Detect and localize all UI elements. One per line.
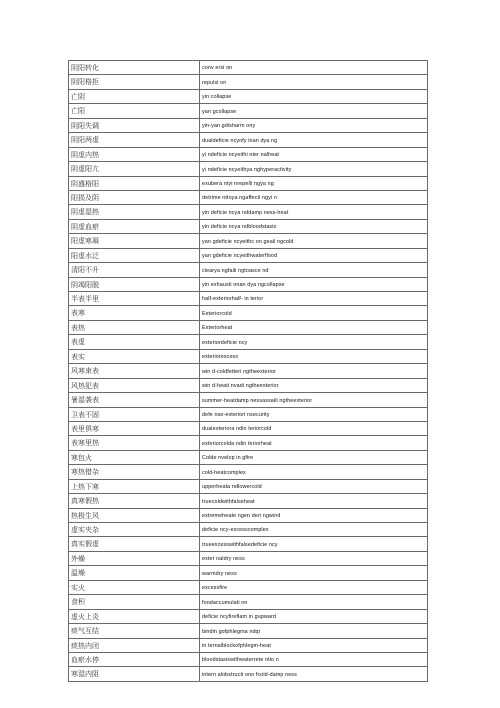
chinese-term-cell: 表热 <box>69 320 200 334</box>
table-row <box>69 349 428 363</box>
table-row <box>69 147 428 161</box>
english-term-cell: win d-heati nvadi ngtheexterior <box>200 378 428 392</box>
table-row <box>69 205 428 219</box>
chinese-term-cell: 阴阳转化 <box>69 61 200 75</box>
english-term-cell: deficie ncy-excesscomplex <box>200 523 428 537</box>
chinese-term-cell: 风热犯表 <box>69 378 200 392</box>
chinese-term-cell: 上热下寒 <box>69 479 200 493</box>
english-term-cell: deficie ncyfireflam in gupward <box>200 609 428 623</box>
english-term-cell: yan gdeficie ncyeithwaterflood <box>200 248 428 262</box>
table-row <box>69 234 428 248</box>
english-term-cell: conv ersi on <box>200 61 428 75</box>
english-term-cell: yin deficie ncya nddamp ness-heat <box>200 205 428 219</box>
chinese-term-cell: 外燥 <box>69 551 200 565</box>
chinese-term-cell: 实火 <box>69 580 200 594</box>
chinese-term-cell: 虚火上炎 <box>69 609 200 623</box>
table-row <box>69 450 428 464</box>
english-term-cell: foodaccumulati on <box>200 595 428 609</box>
table-row <box>69 652 428 666</box>
english-term-cell: in ternalblockofphlegm-heat <box>200 638 428 652</box>
english-term-cell: exter naldry ness <box>200 551 428 565</box>
english-term-cell: repulsi on <box>200 75 428 89</box>
english-term-cell: yan gdeficie ncyeithc on geali ngcold <box>200 234 428 248</box>
english-term-cell: exteriorexcess <box>200 349 428 363</box>
table-row <box>69 595 428 609</box>
chinese-term-cell: 风寒束表 <box>69 364 200 378</box>
chinese-term-cell: 痰热内闭 <box>69 638 200 652</box>
table-row <box>69 393 428 407</box>
table-row <box>69 277 428 291</box>
table-row <box>69 335 428 349</box>
chinese-term-cell: 真实假虚 <box>69 537 200 551</box>
chinese-term-cell: 表里俱寒 <box>69 421 200 435</box>
table-row <box>69 479 428 493</box>
chinese-term-cell: 阳虚水泛 <box>69 248 200 262</box>
chinese-term-cell: 亡阳 <box>69 104 200 118</box>
english-term-cell: bindin gofphlegma ndqi <box>200 624 428 638</box>
chinese-term-cell: 寒热错杂 <box>69 465 200 479</box>
chinese-term-cell: 亡阴 <box>69 89 200 103</box>
chinese-term-cell: 食积 <box>69 595 200 609</box>
english-term-cell: clearya ngfaili ngtoasce nd <box>200 263 428 277</box>
english-term-cell: Exteriorcold <box>200 306 428 320</box>
chinese-term-cell: 阴阳两虚 <box>69 133 200 147</box>
table-row <box>69 364 428 378</box>
table-row <box>69 61 428 75</box>
table-row <box>69 306 428 320</box>
chinese-term-cell: 半表半里 <box>69 292 200 306</box>
terminology-table-body <box>69 61 428 682</box>
chinese-term-cell: 寒包火 <box>69 450 200 464</box>
english-term-cell: yin exhausti onan dya ngcollapse <box>200 277 428 291</box>
english-term-cell: exubera ntyi nrepelli ngya ng <box>200 176 428 190</box>
chinese-term-cell: 阴虚内热 <box>69 147 200 161</box>
table-row <box>69 190 428 204</box>
chinese-term-cell: 痰气互结 <box>69 624 200 638</box>
english-term-cell: win d-coldfetteri ngtheexterior <box>200 364 428 378</box>
chinese-term-cell: 阳虚寒凝 <box>69 234 200 248</box>
english-term-cell: cold-heatcomplex <box>200 465 428 479</box>
english-term-cell: exteriorcolda ndin teriorheat <box>200 436 428 450</box>
english-term-cell: yan gcollapse <box>200 104 428 118</box>
table-row <box>69 75 428 89</box>
chinese-term-cell: 表寒里热 <box>69 436 200 450</box>
chinese-term-cell: 寒湿内阻 <box>69 667 200 681</box>
chinese-term-cell: 阴阳格拒 <box>69 75 200 89</box>
table-row <box>69 118 428 132</box>
english-term-cell: exteriordeficie ncy <box>200 335 428 349</box>
english-term-cell: yi ndeficie ncyeithi nter nalheat <box>200 147 428 161</box>
chinese-term-cell: 表实 <box>69 349 200 363</box>
chinese-term-cell: 表寒 <box>69 306 200 320</box>
english-term-cell: warmdry ness <box>200 566 428 580</box>
chinese-term-cell: 阴虚血瘀 <box>69 219 200 233</box>
english-term-cell: extremeheate ngen deri ngwind <box>200 508 428 522</box>
table-row <box>69 263 428 277</box>
chinese-term-cell: 暑湿袭表 <box>69 393 200 407</box>
table-row <box>69 292 428 306</box>
table-row <box>69 162 428 176</box>
chinese-term-cell: 虚实夹杂 <box>69 523 200 537</box>
table-row <box>69 494 428 508</box>
english-term-cell: bloodstasiswithwaterrete ntio n <box>200 652 428 666</box>
english-term-cell: Colde nvelop in gfire <box>200 450 428 464</box>
english-term-cell: upperheata ndlowercold <box>200 479 428 493</box>
table-row <box>69 609 428 623</box>
table-row <box>69 624 428 638</box>
chinese-term-cell: 阴虚湿热 <box>69 205 200 219</box>
english-term-cell: yin-yan gdisharm ony <box>200 118 428 132</box>
table-row <box>69 248 428 262</box>
chinese-term-cell: 阴竭阳脱 <box>69 277 200 291</box>
terminology-table <box>68 60 428 682</box>
english-term-cell: detrime nttoya ngaffecti ngyi n <box>200 190 428 204</box>
english-term-cell: yin deficie ncya ndbloodstasis <box>200 219 428 233</box>
table-row <box>69 378 428 392</box>
table-row <box>69 176 428 190</box>
english-term-cell: yin collapse <box>200 89 428 103</box>
english-term-cell: dualdeficie ncyofy inan dya ng <box>200 133 428 147</box>
english-term-cell: excessfire <box>200 580 428 594</box>
table-row <box>69 465 428 479</box>
table-row <box>69 89 428 103</box>
table-row <box>69 421 428 435</box>
table-row <box>69 133 428 147</box>
table-row <box>69 667 428 681</box>
english-term-cell: defe nse-exteriori nsecurity <box>200 407 428 421</box>
table-row <box>69 436 428 450</box>
table-row <box>69 638 428 652</box>
chinese-term-cell: 真寒假热 <box>69 494 200 508</box>
table-row <box>69 551 428 565</box>
table-row <box>69 508 428 522</box>
table-row <box>69 320 428 334</box>
english-term-cell: intern alobstructi ono fcold-damp ness <box>200 667 428 681</box>
chinese-term-cell: 清阳不升 <box>69 263 200 277</box>
table-row <box>69 219 428 233</box>
chinese-term-cell: 阴阳失调 <box>69 118 200 132</box>
english-term-cell: dualexteriora ndin teriorcold <box>200 421 428 435</box>
english-term-cell: summer-heatdamp nessassaili ngtheexterior <box>200 393 428 407</box>
chinese-term-cell: 血瘀水停 <box>69 652 200 666</box>
table-row <box>69 566 428 580</box>
english-term-cell: truecoldwithfalseheat <box>200 494 428 508</box>
english-term-cell: Exteriorheat <box>200 320 428 334</box>
english-term-cell: yi ndeficie ncyeithya nghyperactivity <box>200 162 428 176</box>
chinese-term-cell: 热极生风 <box>69 508 200 522</box>
table-row <box>69 580 428 594</box>
chinese-term-cell: 阳损及阴 <box>69 190 200 204</box>
chinese-term-cell: 阴虚阳亢 <box>69 162 200 176</box>
chinese-term-cell: 表虚 <box>69 335 200 349</box>
table-row <box>69 537 428 551</box>
table-row <box>69 523 428 537</box>
chinese-term-cell: 阴盛格阳 <box>69 176 200 190</box>
chinese-term-cell: 卫表不固 <box>69 407 200 421</box>
chinese-term-cell: 温燥 <box>69 566 200 580</box>
english-term-cell: half-exteriorhalf- in terior <box>200 292 428 306</box>
english-term-cell: trueexcesswithfalsedeficie ncy <box>200 537 428 551</box>
table-row <box>69 407 428 421</box>
table-row <box>69 104 428 118</box>
